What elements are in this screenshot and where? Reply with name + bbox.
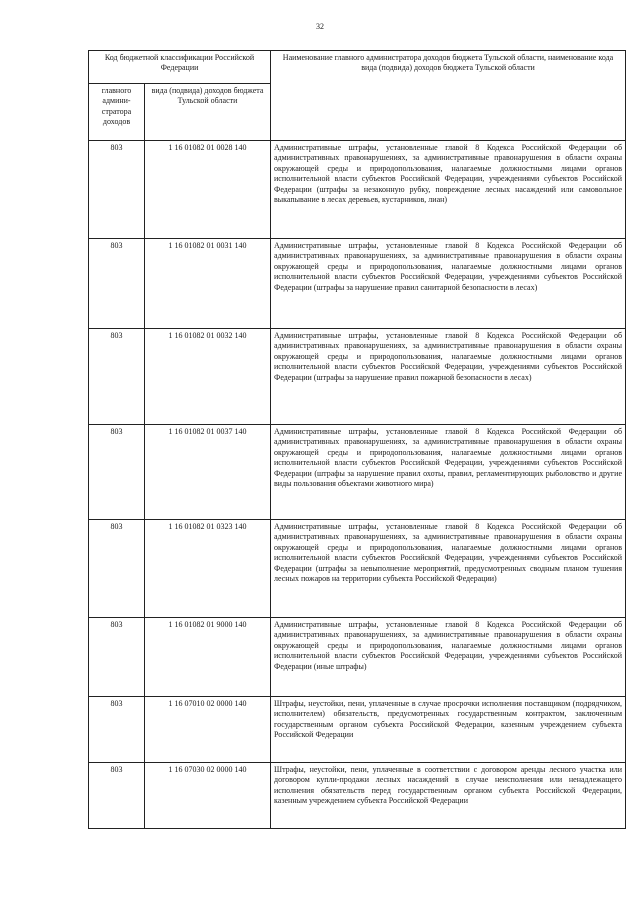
- header-name-group: Наименование главного администратора доходов бюджета Тульской области, наименование кода вида (подвида) доходов бюджета Тульской области: [271, 51, 626, 141]
- income-code-cell: 1 16 01082 01 0028 140: [145, 141, 271, 239]
- income-code-cell: 1 16 01082 01 0037 140: [145, 425, 271, 520]
- description-cell: Административные штрафы, установленные главой 8 Кодекса Российской Федерации об административных правонарушениях, за административные правонарушения в области охраны окружающей среды и природопользования, налагаемые должностными лицами органов исполнительной власти субъектов Российской Федерации, учреждениями субъектов Российской Федерации (штрафы за невыполнение мероприятий, предусмотренных сводным планом тушения лесных пожаров на территории субъекта Российской Федерации): [271, 520, 626, 618]
- page-number: 32: [316, 22, 324, 31]
- income-code-cell: 1 16 01082 01 9000 140: [145, 618, 271, 697]
- header-row-top: [89, 51, 626, 84]
- table-row: [89, 425, 626, 520]
- admin-code-cell: 803: [89, 618, 145, 697]
- description-cell: Штрафы, неустойки, пени, уплаченные в случае просрочки исполнения поставщиком (подрядчиком, исполнителем) обязательств, предусмотренных государственным контрактом, заключенным государственным органом субъекта Российской Федерации, казенным учреждением субъекта Российской Федерации: [271, 697, 626, 763]
- admin-code-cell: 803: [89, 425, 145, 520]
- description-cell: Административные штрафы, установленные главой 8 Кодекса Российской Федерации об административных правонарушениях, за административные правонарушения в области охраны окружающей среды и природопользования, налагаемые должностными лицами органов исполнительной власти субъектов Российской Федерации, учреждениями субъектов Российской Федерации (штрафы за нарушение правил охоты, правил, регламентирующих рыболовство и другие виды пользования объектами животного мира): [271, 425, 626, 520]
- income-code-cell: 1 16 01082 01 0032 140: [145, 329, 271, 425]
- description-cell: Административные штрафы, установленные главой 8 Кодекса Российской Федерации об административных правонарушениях, за административные правонарушения в области охраны окружающей среды и природопользования, налагаемые должностными лицами органов исполнительной власти субъектов Российской Федерации, учреждениями субъектов Российской Федерации (штрафы за незаконную рубку, повреждение лесных насаждений или самовольное выкапывание в лесах деревьев, кустарников, лиан): [271, 141, 626, 239]
- budget-classification-table: [88, 50, 626, 829]
- description-cell: Административные штрафы, установленные главой 8 Кодекса Российской Федерации об административных правонарушениях, за административные правонарушения в области охраны окружающей среды и природопользования, налагаемые должностными лицами органов исполнительной власти субъектов Российской Федерации, учреждениями субъектов Российской Федерации (штрафы за нарушение правил санитарной безопасности в лесах): [271, 239, 626, 329]
- income-code-cell: 1 16 07030 02 0000 140: [145, 763, 271, 829]
- description-cell: Административные штрафы, установленные главой 8 Кодекса Российской Федерации об административных правонарушениях, за административные правонарушения в области охраны окружающей среды и природопользования, налагаемые должностными лицами органов исполнительной власти субъектов Российской Федерации, учреждениями субъектов Российской Федерации (иные штрафы): [271, 618, 626, 697]
- table-row: [89, 520, 626, 618]
- description-cell: Штрафы, неустойки, пени, уплаченные в соответствии с договором аренды лесного участка или договором купли-продажи лесных насаждений в случае неисполнения или ненадлежащего исполнения обязательств перед государственным органом субъекта Российской Федерации, казенным учреждением субъекта Российской Федерации: [271, 763, 626, 829]
- header-code-column: вида (подвида) доходов бюджета Тульской области: [145, 84, 271, 141]
- description-cell: Административные штрафы, установленные главой 8 Кодекса Российской Федерации об административных правонарушениях, за административные правонарушения в области охраны окружающей среды и природопользования, налагаемые должностными лицами органов исполнительной власти субъектов Российской Федерации, учреждениями субъектов Российской Федерации (штрафы за нарушение правил пожарной безопасности в лесах): [271, 329, 626, 425]
- header-code-group: Код бюджетной классификации Российской Федерации: [89, 51, 271, 84]
- table-row: [89, 697, 626, 763]
- table-row: [89, 141, 626, 239]
- table-row: [89, 239, 626, 329]
- table-row: [89, 763, 626, 829]
- admin-code-cell: 803: [89, 763, 145, 829]
- admin-code-cell: 803: [89, 141, 145, 239]
- admin-code-cell: 803: [89, 520, 145, 618]
- table-row: [89, 618, 626, 697]
- header-admin-column: главного админи-стратора доходов: [89, 84, 145, 141]
- admin-code-cell: 803: [89, 329, 145, 425]
- admin-code-cell: 803: [89, 239, 145, 329]
- income-code-cell: 1 16 01082 01 0323 140: [145, 520, 271, 618]
- income-code-cell: 1 16 07010 02 0000 140: [145, 697, 271, 763]
- income-code-cell: 1 16 01082 01 0031 140: [145, 239, 271, 329]
- table-row: [89, 329, 626, 425]
- admin-code-cell: 803: [89, 697, 145, 763]
